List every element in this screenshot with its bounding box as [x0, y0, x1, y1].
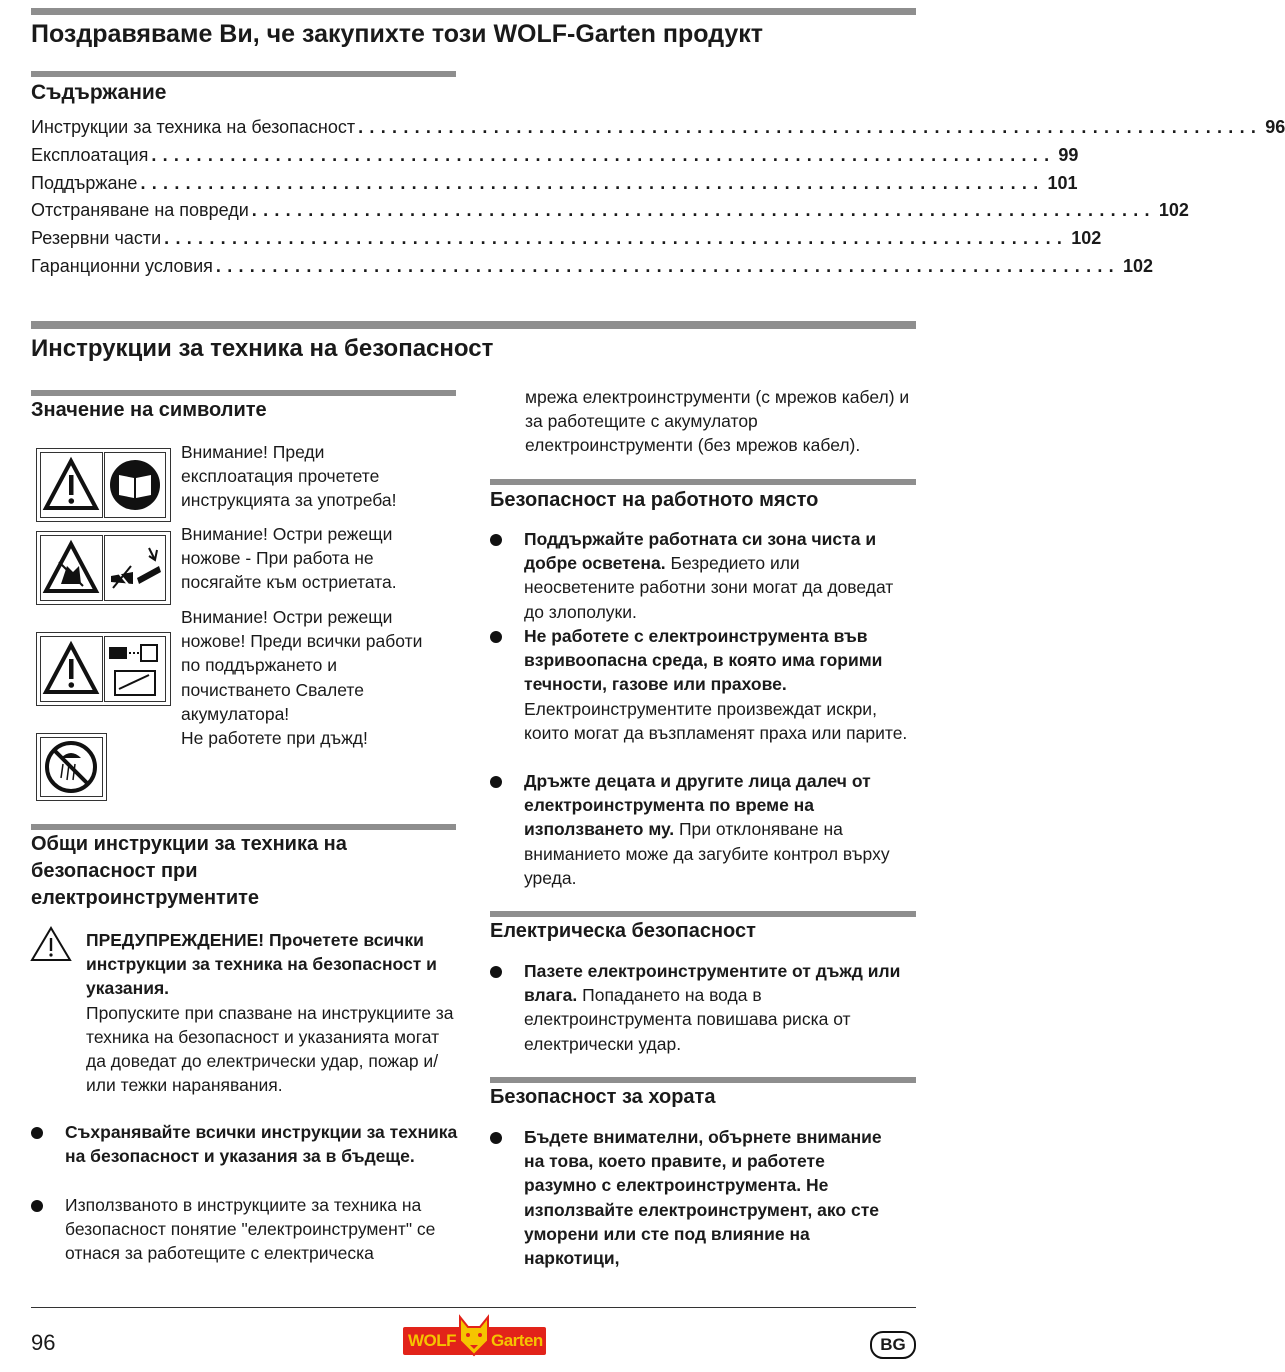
toc-item-page: 99 [1058, 144, 1079, 165]
page-number: 96 [31, 1330, 56, 1355]
symbol-text-sharp-blades: Внимание! Остри режещи ножове - При работа не посягайте към остриетата. [181, 524, 397, 593]
electrical-bullet-1: Пазете електроинструментите от дъжд или влага. Попадането на вода в електроинструмента повишава риска от електрически удар. [490, 959, 915, 1056]
warning-triangle-icon [41, 453, 102, 517]
footer-rule [31, 1307, 916, 1308]
symbols-heading: Значение на символите [31, 399, 267, 421]
wolf-garten-logo [403, 1313, 546, 1357]
people-heading: Безопасност за хората [490, 1086, 716, 1108]
workplace-rule [490, 479, 916, 485]
toc-leader-dots: ................................................................................ [140, 172, 1045, 193]
language-badge: BG [870, 1331, 916, 1359]
toc-item [31, 117, 1285, 145]
symbol-box-no-rain [36, 733, 107, 801]
column-continuation: мрежа електроинструменти (с мрежов кабел) и за работещите с акумулатор електроинструменти (без мрежов кабел). [525, 387, 910, 456]
toc-item-page: 96 [1265, 117, 1285, 137]
toc-item-page: 102 [1158, 200, 1189, 221]
toc-item [31, 172, 1078, 201]
electrical-rule [490, 911, 916, 917]
toc-item [31, 144, 1079, 173]
no-rain-icon [41, 738, 102, 796]
toc-leader-dots: ................................................................................ [164, 228, 1069, 249]
symbol-text-remove-battery: Внимание! Остри режещи ножове! Преди всички работи по поддържането и почистването Свалете акумулатора! [181, 607, 423, 724]
top-rule [31, 8, 916, 15]
symbols-rule [31, 390, 456, 396]
toc-item-page: 102 [1071, 228, 1102, 249]
symbol-box-sharp-blades [36, 531, 171, 605]
toc-item-label: Инструкции за техника на безопасност [31, 117, 356, 137]
toc-item-label: Експлоатация [31, 144, 149, 165]
toc-item-label: Поддържане [31, 172, 138, 193]
toc-item [31, 228, 1102, 256]
warning-triangle-icon [30, 926, 72, 962]
toc-item-page: 102 [1122, 256, 1154, 276]
workplace-bullet-3: Дръжте децата и другите лица далеч от електроинструмента по време на използването му. При отклоняване на вниманието може да загубите контрол върху уреда. [490, 769, 915, 890]
logo-text-wolf: WOLF [408, 1331, 457, 1350]
workplace-bullet-1: Поддържайте работната си зона чиста и добре осветена. Безредието или неосветените работни зони могат да доведат до злополуки. [490, 527, 915, 624]
toc-heading: Съдържание [31, 81, 167, 104]
read-manual-icon [105, 453, 165, 517]
toc-leader-dots: ................................................................................ [215, 256, 1120, 276]
remove-battery-icon [105, 637, 165, 701]
toc-rule [31, 71, 456, 77]
toc-leader-dots: ................................................................................ [151, 144, 1056, 165]
toc-item [31, 256, 1154, 284]
people-bullet-1: Бъдете внимателни, обърнете внимание на това, което правите, и работете разумно с електроинструмента. Не използвайте електроинструмент, ако сте уморени или сте под влияние на наркотици, [490, 1125, 890, 1270]
symbol-box-remove-battery [36, 632, 171, 706]
toc-item-page: 101 [1047, 172, 1078, 193]
toc-item [31, 200, 1189, 228]
safety-heading: Инструкции за техника на безопасност [31, 335, 494, 362]
page-title: Поздравяваме Ви, че закупихте този WOLF-Garten продукт [31, 20, 764, 48]
general-warning: ПРЕДУПРЕЖДЕНИЕ! Прочетете всички инструкции за техника на безопасност и указания. Пропуските при спазване на инструкциите за техника на безопасност и указанията могат да доведат до електрически удар, пожар и/или тежки наранявания. [86, 930, 454, 1096]
workplace-heading: Безопасност на работното място [490, 489, 819, 511]
general-rule [31, 824, 456, 830]
workplace-bullet-2: Не работете с електроинструмента във взривоопасна среда, в която има горими течности, газове или прахове. Електроинструментите произвеждат искри, които могат да възпламенят праха или парите. [490, 624, 918, 745]
warning-triangle-icon [41, 637, 102, 701]
toc-item-label: Резервни части [31, 228, 162, 249]
general-bullet-1: Съхранявайте всички инструкции за техника на безопасност и указания за в бъдеще. [31, 1120, 458, 1168]
blade-hazard-icon [105, 536, 165, 600]
wolf-head-icon [456, 1313, 492, 1357]
general-heading: Общи инструкции за техника на безопасност при електроинструментите [31, 833, 347, 909]
people-rule [490, 1077, 916, 1083]
electrical-heading: Електрическа безопасност [490, 920, 756, 942]
symbol-box-read-manual [36, 448, 171, 522]
section-rule [31, 321, 916, 329]
toc-item-label: Гаранционни условия [31, 256, 213, 276]
symbol-text-no-rain: Не работете при дъжд! [181, 728, 368, 748]
toc-item-label: Отстраняване на повреди [31, 200, 249, 221]
toc-leader-dots: ................................................................................ [251, 200, 1156, 221]
hand-cut-warning-icon [41, 536, 102, 600]
general-bullet-2: Използваното в инструкциите за техника на безопасност понятие "електроинструмент" се отнася за работещите с електрическа [31, 1193, 458, 1266]
logo-text-garten: Garten [491, 1331, 543, 1350]
toc-leader-dots: ................................................................................ [358, 117, 1263, 137]
symbol-text-read-manual: Внимание! Преди експлоатация прочетете инструкцията за употреба! [181, 442, 397, 511]
